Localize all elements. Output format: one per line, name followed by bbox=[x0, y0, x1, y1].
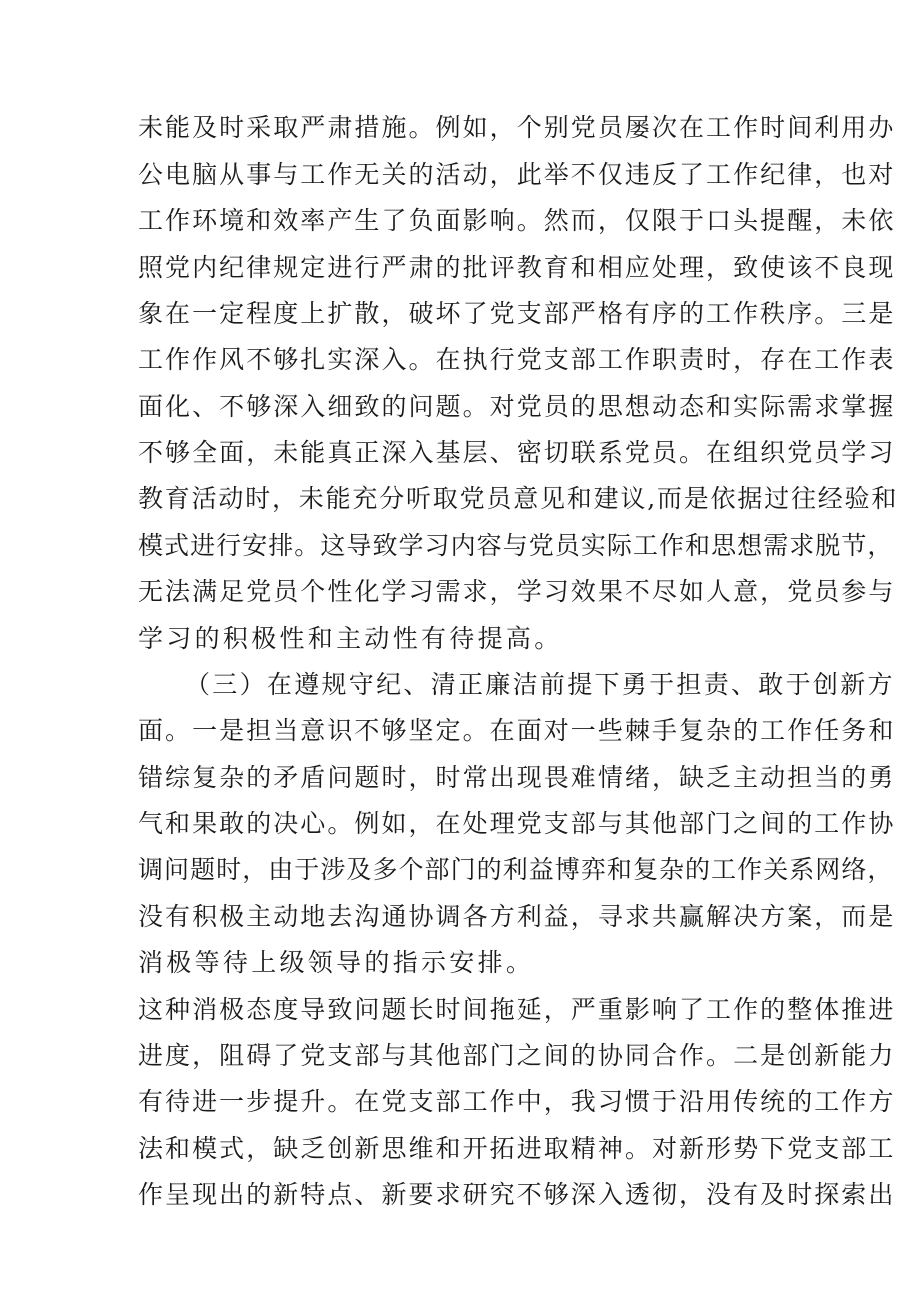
text-line: 工作环境和效率产生了负面影响。然而，仅限于口头提醒，未依 bbox=[138, 206, 896, 235]
text-line: 面。一是担当意识不够坚定。在面对一些棘手复杂的工作任务和 bbox=[138, 716, 896, 745]
text-line: 教育活动时，未能充分听取党员意见和建议,而是依据过往经验和 bbox=[138, 484, 899, 513]
text-line: 没有积极主动地去沟通协调各方利益，寻求共赢解决方案，而是 bbox=[138, 902, 896, 931]
text-line: 公电脑从事与工作无关的活动，此举不仅违反了工作纪律，也对 bbox=[138, 160, 896, 189]
text-line: 未能及时采取严肃措施。例如，个别党员屡次在工作时间利用办 bbox=[138, 113, 896, 142]
text-line: 法和模式，缺乏创新思维和开拓进取精神。对新形势下党支部工 bbox=[138, 1134, 896, 1163]
text-line: 象在一定程度上扩散，破坏了党支部严格有序的工作秩序。三是 bbox=[138, 299, 896, 328]
text-line: 有待进一步提升。在党支部工作中，我习惯于沿用传统的工作方 bbox=[138, 1087, 896, 1116]
text-line: 这种消极态度导致问题长时间拖延，严重影响了工作的整体推进 bbox=[138, 995, 896, 1024]
text-line: 无法满足党员个性化学习需求，学习效果不尽如人意，党员参与 bbox=[138, 577, 896, 606]
text-line: 进度，阻碍了党支部与其他部门之间的协同合作。二是创新能力 bbox=[138, 1041, 896, 1070]
text-line: 调问题时，由于涉及多个部门的利益博弈和复杂的工作关系网络， bbox=[138, 855, 894, 884]
text-line: 工作作风不够扎实深入。在执行党支部工作职责时，存在工作表 bbox=[138, 345, 896, 374]
text-line: 错综复杂的矛盾问题时，时常出现畏难情绪，缺乏主动担当的勇 bbox=[138, 763, 896, 792]
text-line: 消极等待上级领导的指示安排。 bbox=[138, 948, 535, 977]
text-line: 面化、不够深入细致的问题。对党员的思想动态和实际需求掌握 bbox=[138, 392, 896, 421]
text-line: 不够全面，未能真正深入基层、密切联系党员。在组织党员学习 bbox=[138, 438, 896, 467]
text-line: 照党内纪律规定进行严肃的批评教育和相应处理，致使该不良现 bbox=[138, 253, 896, 282]
text-line: 学习的积极性和主动性有待提高。 bbox=[138, 624, 563, 653]
text-line: 模式进行安排。这导致学习内容与党员实际工作和思想需求脱节， bbox=[138, 531, 894, 560]
section-heading-line: （三）在遵规守纪、清正廉洁前提下勇于担责、敢于创新方 bbox=[185, 670, 895, 699]
text-line: 气和果敢的决心。例如，在处理党支部与其他部门之间的工作协 bbox=[138, 809, 896, 838]
text-line: 作呈现出的新特点、新要求研究不够深入透彻，没有及时探索出 bbox=[138, 1180, 896, 1209]
